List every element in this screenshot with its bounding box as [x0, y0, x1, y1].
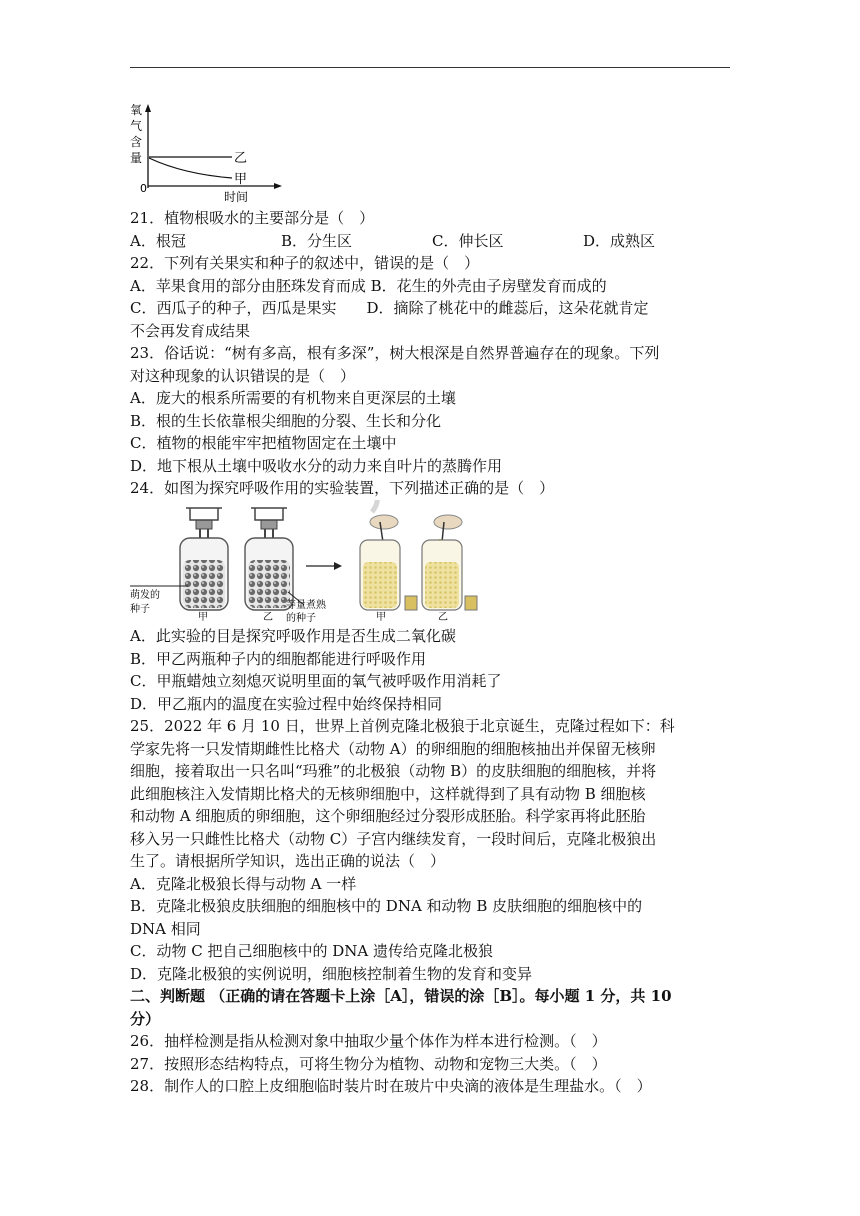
label-bottle-jia: 甲 [198, 612, 208, 623]
jar-yi-candle [422, 515, 477, 610]
q24-option-a: A．此实验的目是探究呼吸作用是否生成二氧化碳 [130, 627, 456, 645]
q25-line: 生了。请根据所学知识，选出正确的说法（ ） [130, 852, 446, 870]
q22-line3: 不会再发育成结果 [130, 322, 251, 340]
q25-line: 此细胞核注入发情期比格犬的无核卵细胞中，这样就得到了具有动物 B 细胞核 [130, 785, 646, 803]
bottle-yi-seeds [245, 508, 293, 610]
q24-option-c: C．甲瓶蜡烛立刻熄灭说明里面的氧气被呼吸作用消耗了 [130, 672, 502, 690]
q21-option-d: D．成熟区 [583, 232, 656, 250]
y-axis-label-char: 氧 [130, 103, 143, 117]
y-axis-label-char: 气 [130, 119, 143, 133]
header-rule [130, 67, 730, 68]
q21-option-a: A．根冠 [130, 232, 186, 250]
section2-heading: 二、判断题 （正确的请在答题卡上涂［A］，错误的涂［B］。每小题 1 分，共 10 [130, 987, 672, 1005]
y-axis-arrow [145, 104, 151, 112]
q22-line2: C．西瓜子的种子，西瓜是果实 D．摘除了桃花中的雌蕊后，这朵花就肯定 [130, 299, 649, 317]
q24-option-b: B．甲乙两瓶种子内的细胞都能进行呼吸作用 [130, 650, 427, 668]
q23-stem-line1: 23．俗话说：“树有多高，根有多深”，树大根深是自然界普遍存在的现象。下列 [130, 344, 660, 362]
q25-line: 移入另一只雌性比格犬（动物 C）子宫内继续发育，一段时间后，克隆北极狼出 [130, 830, 657, 848]
bottle-jia-seeds [180, 508, 228, 610]
q28-statement: 28．制作人的口腔上皮细胞临时装片时在玻片中央滴的液体是生理盐水。（ ） [130, 1077, 652, 1095]
q22-stem: 22．下列有关果实和种子的叙述中，错误的是（ ） [130, 254, 480, 272]
q24-option-d: D．甲乙瓶内的温度在实验过程中始终保持相同 [130, 695, 443, 713]
label-jar-yi: 乙 [438, 612, 448, 623]
line-yi-label: 乙 [234, 151, 248, 166]
q21-stem: 21．植物根吸水的主要部分是（ ） [130, 209, 375, 227]
q23-option-d: D．地下根从土壤中吸收水分的动力来自叶片的蒸腾作用 [130, 457, 503, 475]
jar-jia-candle [360, 500, 417, 610]
label-boiled-seeds-1: 等量煮熟 [286, 600, 326, 611]
q25-option-d: D．克隆北极狼的实例说明，细胞核控制着生物的发育和变异 [130, 965, 533, 983]
oxygen-content-graph [128, 100, 298, 204]
label-bottle-yi: 乙 [263, 612, 273, 623]
q23-option-b: B．根的生长依靠根尖细胞的分裂、生长和分化 [130, 412, 442, 430]
q23-option-a: A．庞大的根系所需要的有机物来自更深层的土壤 [130, 389, 456, 407]
origin-label: 0 [140, 182, 147, 195]
q22-line1: A．苹果食用的部分由胚珠发育而成 B．花生的外壳由子房壁发育而成的 [130, 277, 607, 295]
q25-line: 和动物 A 细胞质的卵细胞，这个卵细胞经过分裂形成胚胎。科学家再将此胚胎 [130, 807, 646, 825]
x-axis-arrow [274, 183, 282, 189]
x-axis-label: 时间 [224, 190, 249, 204]
respiration-experiment-figure [128, 500, 478, 624]
label-jar-jia: 甲 [376, 612, 386, 623]
q26-statement: 26．抽样检测是指从检测对象中抽取少量个体作为样本进行检测。（ ） [130, 1032, 607, 1050]
q25-option-c: C．动物 C 把自己细胞核中的 DNA 遗传给克隆北极狼 [130, 942, 494, 960]
q27-statement: 27．按照形态结构特点，可将生物分为植物、动物和宠物三大类。（ ） [130, 1055, 607, 1073]
q25-option-b-cont: DNA 相同 [130, 920, 201, 938]
q25-line: 细胞，接着取出一只名叫“玛雅”的北极狼（动物 B）的皮肤细胞的细胞核，并将 [130, 762, 657, 780]
q23-stem-line2: 对这种现象的认识错误的是（ ） [130, 367, 356, 385]
q25-line: 25．2022 年 6 月 10 日，世界上首例克隆北极狼于北京诞生，克隆过程如下：科 [130, 717, 675, 735]
label-sprouting-seeds-2: 种子 [130, 604, 150, 615]
label-sprouting-seeds-1: 萌发的 [130, 590, 160, 601]
line-jia-label: 甲 [234, 172, 248, 187]
y-axis-label-char: 量 [130, 151, 143, 165]
label-boiled-seeds-2: 的种子 [286, 613, 316, 624]
q25-line: 学家先将一只发情期雌性比格犬（动物 A）的卵细胞的细胞核抽出并保留无核卵 [130, 740, 656, 758]
q23-option-c: C．植物的根能牢牢把植物固定在土壤中 [130, 434, 397, 452]
q25-option-a: A．克隆北极狼长得与动物 A 一样 [130, 875, 357, 893]
section2-heading-cont: 分） [130, 1010, 161, 1028]
q25-option-b: B．克隆北极狼皮肤细胞的细胞核中的 DNA 和动物 B 皮肤细胞的细胞核中的 [130, 897, 643, 915]
y-axis-label-char: 含 [130, 135, 143, 149]
q24-stem: 24．如图为探究呼吸作用的实验装置，下列描述正确的是（ ） [130, 479, 555, 497]
line-jia [149, 158, 232, 178]
q21-option-c: C．伸长区 [432, 232, 504, 250]
q21-option-b: B．分生区 [281, 232, 353, 250]
arrow-icon [306, 562, 342, 570]
